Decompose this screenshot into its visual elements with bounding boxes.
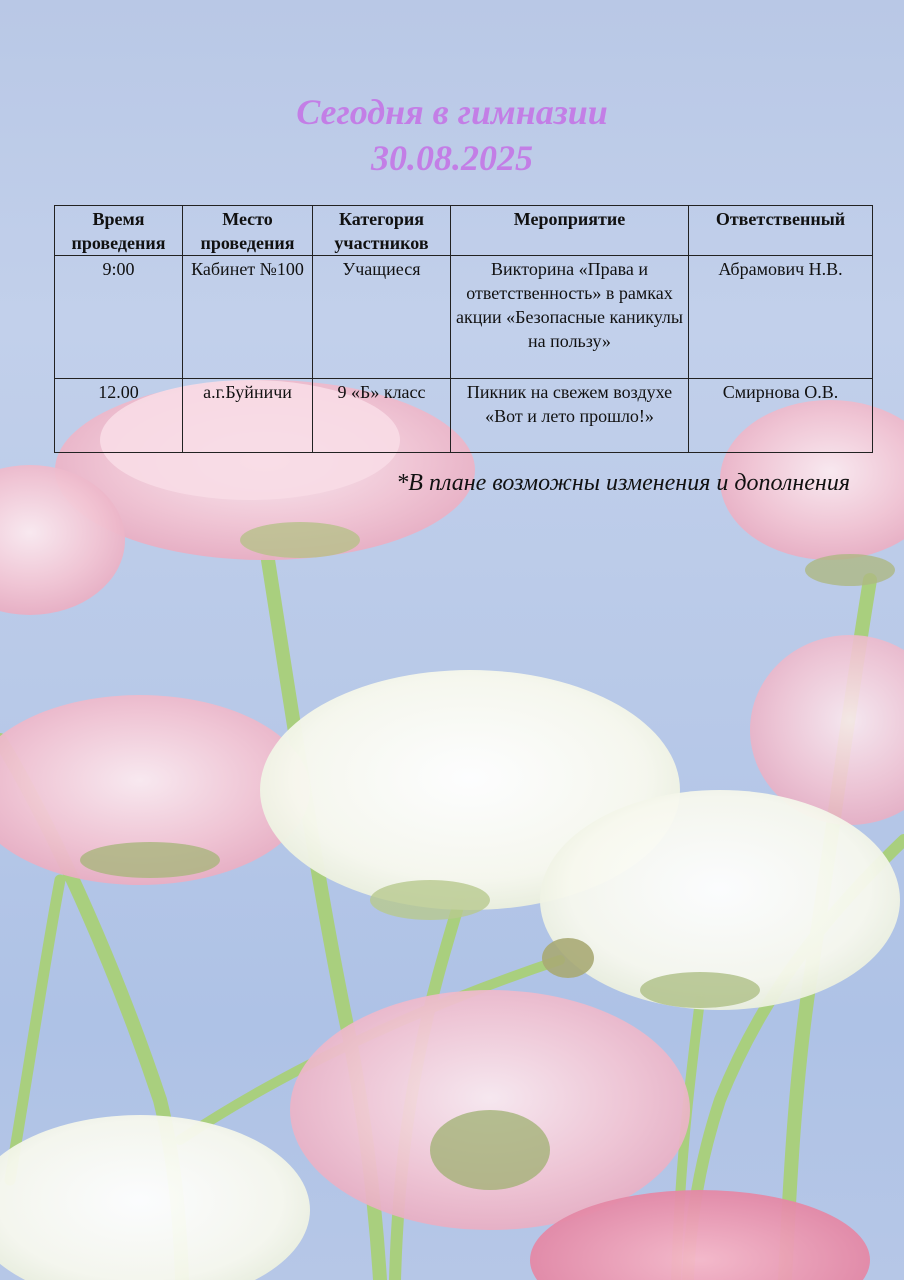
cell-time: 9:00	[55, 256, 183, 379]
header-event: Мероприятие	[451, 206, 689, 256]
table-header-row	[55, 206, 873, 256]
cell-category: Учащиеся	[313, 256, 451, 379]
cell-event: Викторина «Права и ответственность» в рамках акции «Безопасные каникулы на пользу»	[451, 256, 689, 379]
cell-event: Пикник на свежем воздухе «Вот и лето прошло!»	[451, 379, 689, 453]
cell-responsible: Абрамович Н.В.	[689, 256, 873, 379]
header-responsible: Ответственный	[689, 206, 873, 256]
cell-category: 9 «Б» класс	[313, 379, 451, 453]
cell-place: а.г.Буйничи	[183, 379, 313, 453]
table-row	[55, 256, 873, 379]
table-row	[55, 379, 873, 453]
page-title: Сегодня в гимназии	[296, 92, 608, 132]
header-time: Время проведения	[55, 206, 183, 256]
changes-note: *В плане возможны изменения и дополнения	[396, 470, 850, 496]
header-place: Место проведения	[183, 206, 313, 256]
cell-place: Кабинет №100	[183, 256, 313, 379]
page-date: 30.08.2025	[371, 138, 533, 178]
cell-time: 12.00	[55, 379, 183, 453]
schedule-table	[54, 205, 873, 453]
cell-responsible: Смирнова О.В.	[689, 379, 873, 453]
header-category: Категория участников	[313, 206, 451, 256]
